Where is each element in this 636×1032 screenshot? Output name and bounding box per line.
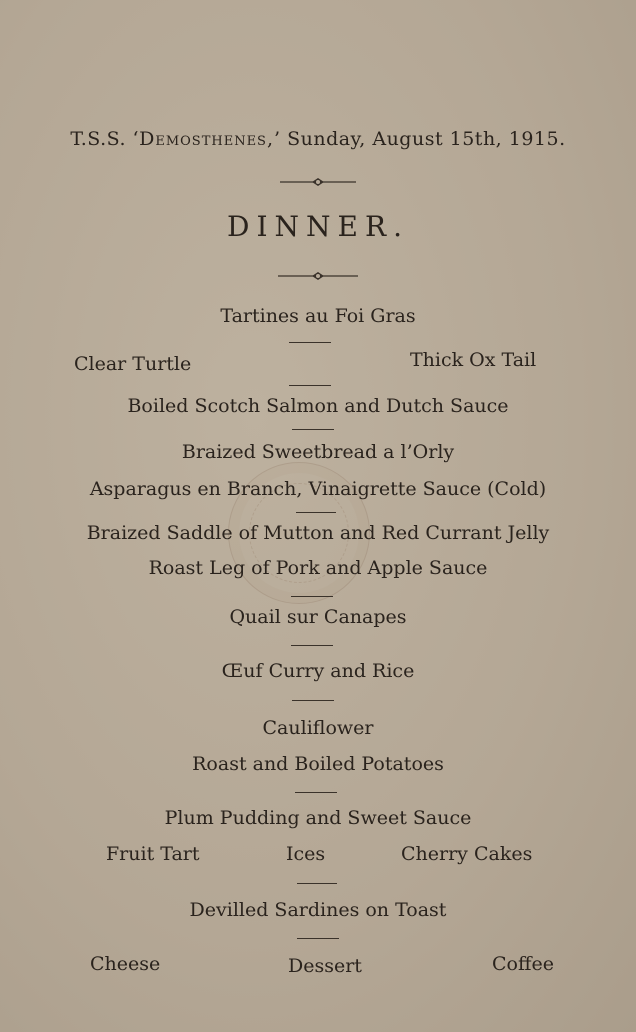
ship-name: Demosthenes, bbox=[139, 128, 274, 150]
menu-item-fruit-tart: Fruit Tart bbox=[106, 843, 200, 865]
menu-item-plum-pudding: Plum Pudding and Sweet Sauce bbox=[164, 807, 472, 829]
menu-item-thick-ox-tail: Thick Ox Tail bbox=[410, 349, 537, 371]
menu-item-oeuf-curry: Œuf Curry and Rice bbox=[221, 660, 415, 682]
course-divider bbox=[291, 596, 333, 597]
course-divider bbox=[297, 938, 339, 939]
header-date: ’ Sunday, August 15th, 1915. bbox=[274, 128, 566, 150]
course-divider bbox=[292, 429, 334, 430]
menu-item-asparagus: Asparagus en Branch, Vinaigrette Sauce (Cold) bbox=[89, 478, 547, 500]
menu-item-foie-gras: Tartines au Foi Gras bbox=[220, 305, 416, 327]
course-divider bbox=[295, 792, 337, 793]
menu-item-pork: Roast Leg of Pork and Apple Sauce bbox=[148, 557, 488, 579]
menu-header bbox=[0, 128, 636, 150]
menu-item-potatoes: Roast and Boiled Potatoes bbox=[192, 753, 444, 775]
course-divider bbox=[289, 385, 331, 386]
menu-item-quail: Quail sur Canapes bbox=[229, 606, 407, 628]
menu-item-sweetbread: Braized Sweetbread a l’Orly bbox=[181, 441, 455, 463]
ornament-divider-top bbox=[0, 176, 636, 188]
course-divider bbox=[296, 512, 336, 513]
course-divider bbox=[292, 700, 334, 701]
menu-item-coffee: Coffee bbox=[492, 953, 554, 975]
course-divider bbox=[297, 883, 337, 884]
menu-item-ices: Ices bbox=[286, 843, 326, 865]
menu-item-sardines: Devilled Sardines on Toast bbox=[189, 899, 447, 921]
menu-item-clear-turtle: Clear Turtle bbox=[74, 353, 192, 375]
menu-title: DINNER. bbox=[227, 210, 409, 243]
menu-item-cauliflower: Cauliflower bbox=[262, 717, 374, 739]
menu-item-mutton: Braized Saddle of Mutton and Red Currant Jelly bbox=[86, 522, 550, 544]
course-divider bbox=[291, 645, 333, 646]
course-divider bbox=[289, 342, 331, 343]
menu-item-dessert: Dessert bbox=[288, 955, 362, 977]
menu-item-cheese: Cheese bbox=[90, 953, 161, 975]
menu-item-cherry-cakes: Cherry Cakes bbox=[401, 843, 533, 865]
menu-item-salmon: Boiled Scotch Salmon and Dutch Sauce bbox=[127, 395, 509, 417]
ornament-divider-bottom bbox=[0, 270, 636, 282]
header-prefix: T.S.S. ‘ bbox=[70, 128, 140, 150]
